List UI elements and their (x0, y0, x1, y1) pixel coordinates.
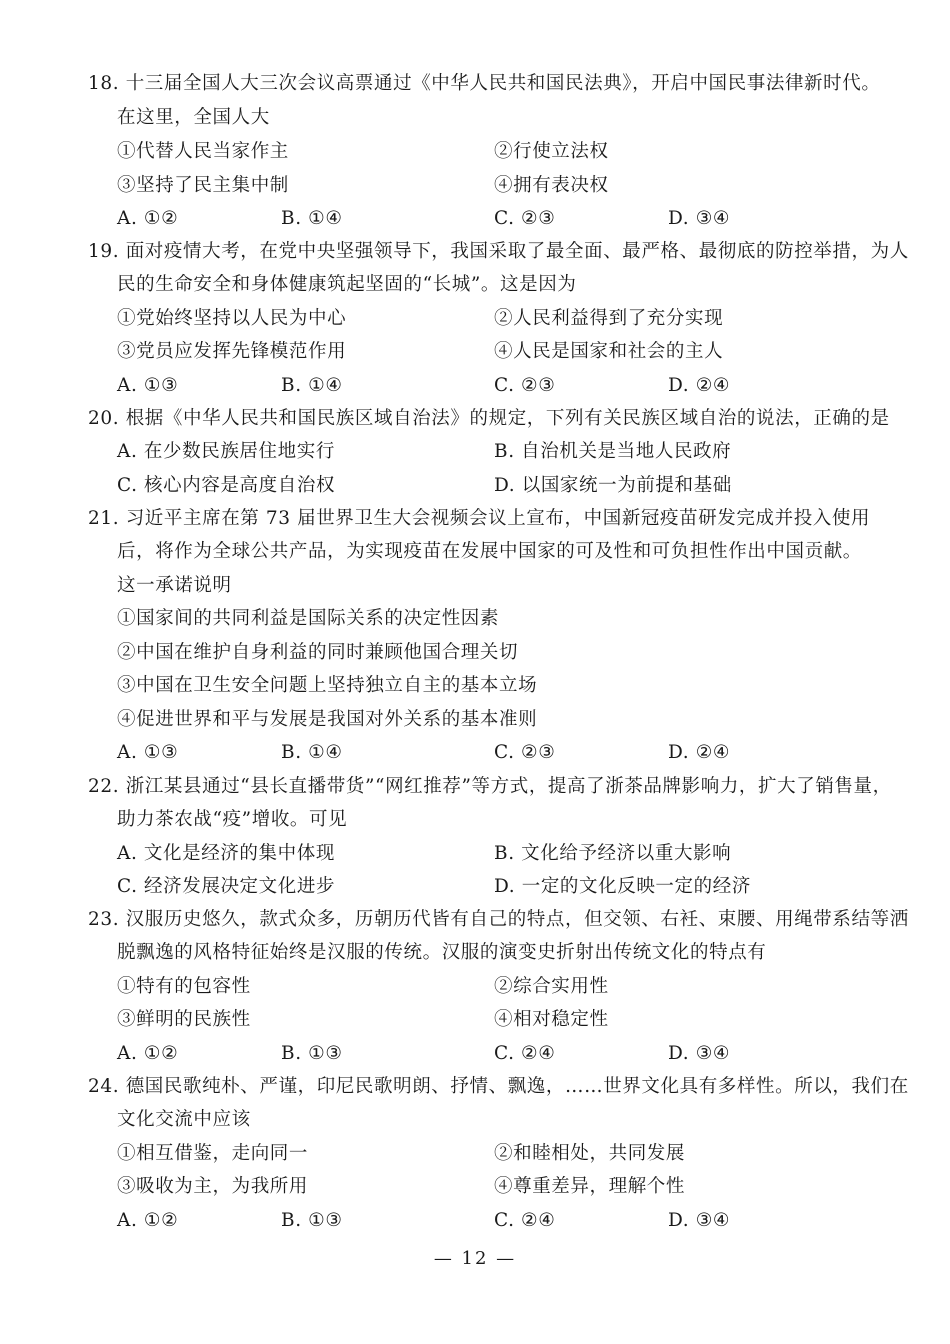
question-stem-line: 18. 十三届全国人大三次会议高票通过《中华人民共和国民法典》，开启中国民事法律新时代。 (88, 73, 881, 94)
statement-option: ③吸收为主，为我所用 (117, 1176, 309, 1197)
answer-choice-c: C. 核心内容是高度自治权 (117, 475, 336, 496)
answer-choice-c: C. ②④ (494, 1043, 556, 1064)
statement-option: ③坚持了民主集中制 (117, 175, 289, 196)
question-stem-line: 助力茶农战“疫”增收。可见 (117, 809, 348, 830)
answer-choice-b: B. ①④ (281, 208, 343, 229)
answer-choice-d: D. ②④ (668, 375, 731, 396)
statement-option: ②人民利益得到了充分实现 (494, 308, 724, 329)
statement-option: ②综合实用性 (494, 976, 609, 997)
statement-option: ④促进世界和平与发展是我国对外关系的基本准则 (117, 709, 538, 730)
statement-option: ①国家间的共同利益是国际关系的决定性因素 (117, 608, 500, 629)
answer-choice-c: C. ②③ (494, 208, 556, 229)
answer-choice-d: D. ③④ (668, 1043, 731, 1064)
answer-choice-b: B. ①④ (281, 375, 343, 396)
statement-option: ③中国在卫生安全问题上坚持独立自主的基本立场 (117, 675, 538, 696)
page-number: — 12 — (433, 1248, 517, 1269)
statement-option: ①党始终坚持以人民为中心 (117, 308, 347, 329)
answer-choice-d: D. 以国家统一为前提和基础 (494, 475, 732, 496)
question-stem-line: 脱飘逸的风格特征始终是汉服的传统。汉服的演变史折射出传统文化的特点有 (117, 942, 767, 963)
answer-choice-c: C. ②③ (494, 742, 556, 763)
answer-choice-b: B. ①④ (281, 742, 343, 763)
question-stem-line: 文化交流中应该 (117, 1109, 251, 1130)
answer-choice-a: A. ①③ (117, 742, 179, 763)
question-stem-line: 22. 浙江某县通过“县长直播带货”“网红推荐”等方式，提高了浙茶品牌影响力，扩大了销售量， (88, 776, 892, 797)
statement-option: ①代替人民当家作主 (117, 141, 289, 162)
statement-option: ④拥有表决权 (494, 175, 609, 196)
answer-choice-b: B. ①③ (281, 1043, 343, 1064)
answer-choice-a: A. ①③ (117, 375, 179, 396)
answer-choice-c: C. 经济发展决定文化进步 (117, 876, 336, 897)
answer-choice-d: D. 一定的文化反映一定的经济 (494, 876, 751, 897)
answer-choice-c: C. ②④ (494, 1210, 556, 1231)
question-stem-line: 在这里，全国人大 (117, 107, 270, 128)
statement-option: ①相互借鉴，走向同一 (117, 1143, 309, 1164)
answer-choice-a: A. 在少数民族居住地实行 (117, 441, 335, 462)
answer-choice-a: A. ①② (117, 1210, 179, 1231)
statement-option: ④人民是国家和社会的主人 (494, 341, 724, 362)
answer-choice-a: A. 文化是经济的集中体现 (117, 843, 335, 864)
question-stem-line: 民的生命安全和身体健康筑起坚固的“长城”。这是因为 (117, 274, 577, 295)
answer-choice-d: D. ③④ (668, 208, 731, 229)
question-stem-line: 19. 面对疫情大考，在党中央坚强领导下，我国采取了最全面、最严格、最彻底的防控举措，为人 (88, 241, 909, 262)
question-stem-line: 24. 德国民歌纯朴、严谨，印尼民歌明朗、抒情、飘逸，……世界文化具有多样性。所以，我们在 (88, 1076, 909, 1097)
statement-option: ②和睦相处，共同发展 (494, 1143, 686, 1164)
statement-option: ①特有的包容性 (117, 976, 251, 997)
statement-option: ③鲜明的民族性 (117, 1009, 251, 1030)
statement-option: ④相对稳定性 (494, 1009, 609, 1030)
statement-option: ④尊重差异，理解个性 (494, 1176, 686, 1197)
question-stem-line: 23. 汉服历史悠久，款式众多，历朝历代皆有自己的特点，但交领、右衽、束腰、用绳带系结等洒 (88, 909, 909, 930)
answer-choice-b: B. ①③ (281, 1210, 343, 1231)
answer-choice-d: D. ③④ (668, 1210, 731, 1231)
statement-option: ③党员应发挥先锋模范作用 (117, 341, 347, 362)
statement-option: ②行使立法权 (494, 141, 609, 162)
question-stem-line: 20. 根据《中华人民共和国民族区域自治法》的规定，下列有关民族区域自治的说法，正确的是 (88, 408, 890, 429)
answer-choice-a: A. ①② (117, 1043, 179, 1064)
answer-choice-c: C. ②③ (494, 375, 556, 396)
question-stem-line: 21. 习近平主席在第 73 届世界卫生大会视频会议上宣布，中国新冠疫苗研发完成并投入使用 (88, 508, 871, 529)
answer-choice-a: A. ①② (117, 208, 179, 229)
question-stem-line: 这一承诺说明 (117, 575, 232, 596)
answer-choice-b: B. 自治机关是当地人民政府 (494, 441, 732, 462)
answer-choice-b: B. 文化给予经济以重大影响 (494, 843, 732, 864)
answer-choice-d: D. ②④ (668, 742, 731, 763)
statement-option: ②中国在维护自身利益的同时兼顾他国合理关切 (117, 642, 519, 663)
question-stem-line: 后，将作为全球公共产品，为实现疫苗在发展中国家的可及性和可负担性作出中国贡献。 (117, 541, 862, 562)
